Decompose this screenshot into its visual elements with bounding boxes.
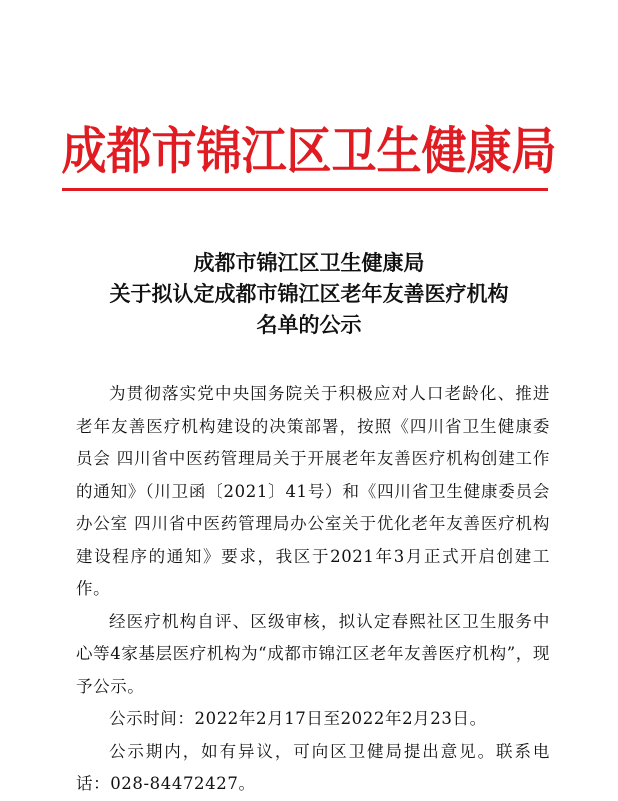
body-paragraph-1: 为贯彻落实党中央国务院关于积极应对人口老龄化、推进老年友善医疗机构建设的决策部署，按照《四川省卫生健康委员会 四川省中医药管理局关于开展老年友善医疗机构创建工作的通知》（川卫函〔2021〕41号）和《四川省卫生健康委员会办公室 四川省中医药管理局办公室关于优化老年友善医疗机构建设程序的通知》要求，我区于2021年3月正式开启创建工作。 <box>76 384 550 598</box>
body-paragraph-2: 经医疗机构自评、区级审核，拟认定春熙社区卫生服务中心等4家基层医疗机构为“成都市锦江区老年友善医疗机构”，现予公示。 <box>76 611 550 696</box>
letterhead-red-rule <box>62 188 548 191</box>
letterhead-org-name: 成都市锦江区卫生健康局 <box>61 121 557 181</box>
title-line-2: 关于拟认定成都市锦江区老年友善医疗机构 <box>109 281 509 306</box>
title-line-3: 名单的公示 <box>256 312 362 337</box>
body-paragraph-3: 公示时间：2022年2月17日至2022年2月23日。 <box>109 709 487 728</box>
document-body <box>76 378 550 801</box>
document-title <box>0 247 618 340</box>
body-paragraph-4: 公示期内，如有异议，可向区卫健局提出意见。联系电话：028-84472427。 <box>76 741 550 793</box>
title-line-1: 成都市锦江区卫生健康局 <box>193 250 425 275</box>
